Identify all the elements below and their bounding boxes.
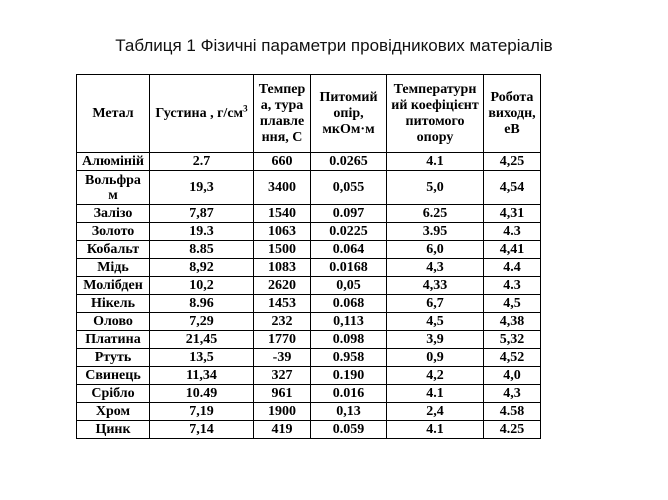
cell-density: 11,34 [150, 367, 254, 385]
table-row [77, 367, 541, 385]
cell-melting-temperature: 232 [254, 313, 311, 331]
cell-temperature-coefficient: 4.1 [387, 421, 484, 439]
cell-resistivity: 0,13 [311, 403, 387, 421]
cell-temperature-coefficient: 2,4 [387, 403, 484, 421]
table-row [77, 349, 541, 367]
table-row [77, 403, 541, 421]
cell-resistivity: 0.0225 [311, 223, 387, 241]
table-row [77, 421, 541, 439]
table-row [77, 277, 541, 295]
cell-work-function: 4.3 [484, 277, 541, 295]
cell-temperature-coefficient: 4,33 [387, 277, 484, 295]
cell-temperature-coefficient: 3,9 [387, 331, 484, 349]
cell-work-function: 5,32 [484, 331, 541, 349]
cell-work-function: 4.58 [484, 403, 541, 421]
cell-metal: Вольфра м [77, 171, 150, 205]
header-resistivity: Питомий опір, мкОм·м [311, 75, 387, 153]
cell-resistivity: 0,113 [311, 313, 387, 331]
cell-metal: Хром [77, 403, 150, 421]
cell-metal: Срібло [77, 385, 150, 403]
cell-resistivity: 0.098 [311, 331, 387, 349]
cell-melting-temperature: 419 [254, 421, 311, 439]
cell-temperature-coefficient: 4,2 [387, 367, 484, 385]
cell-metal: Мідь [77, 259, 150, 277]
cell-resistivity: 0.097 [311, 205, 387, 223]
table-row [77, 223, 541, 241]
table-row [77, 205, 541, 223]
table-row [77, 259, 541, 277]
cell-density: 8.96 [150, 295, 254, 313]
cell-density: 19,3 [150, 171, 254, 205]
cell-metal: Золото [77, 223, 150, 241]
cell-work-function: 4,38 [484, 313, 541, 331]
header-temperature-coefficient: Температурн ий коефіцієнт питомого опору [387, 75, 484, 153]
cell-work-function: 4.25 [484, 421, 541, 439]
cell-density: 19.3 [150, 223, 254, 241]
cell-temperature-coefficient: 4.1 [387, 153, 484, 171]
header-work-function: Робота виходн, еВ [484, 75, 541, 153]
cell-density: 7,29 [150, 313, 254, 331]
cell-resistivity: 0.064 [311, 241, 387, 259]
cell-resistivity: 0.059 [311, 421, 387, 439]
header-metal: Метал [77, 75, 150, 153]
cell-melting-temperature: 1900 [254, 403, 311, 421]
cell-density: 8,92 [150, 259, 254, 277]
cell-metal: Алюміній [77, 153, 150, 171]
table-row [77, 295, 541, 313]
cell-resistivity: 0,05 [311, 277, 387, 295]
cell-resistivity: 0.0265 [311, 153, 387, 171]
cell-melting-temperature: 2620 [254, 277, 311, 295]
cell-work-function: 4.4 [484, 259, 541, 277]
table-row [77, 313, 541, 331]
cell-work-function: 4,52 [484, 349, 541, 367]
physical-parameters-table [76, 74, 541, 439]
cell-metal: Молібден [77, 277, 150, 295]
cell-metal: Залізо [77, 205, 150, 223]
cell-temperature-coefficient: 4,5 [387, 313, 484, 331]
table-caption: Таблиця 1 Фізичні параметри провідникових матеріалів [115, 36, 553, 55]
table-header-row [77, 75, 541, 153]
table-row [77, 153, 541, 171]
header-melting-temperature: Темпер а, тура плавле ння, С [254, 75, 311, 153]
cell-density: 21,45 [150, 331, 254, 349]
cell-temperature-coefficient: 4.1 [387, 385, 484, 403]
cell-metal: Олово [77, 313, 150, 331]
cell-work-function: 4,31 [484, 205, 541, 223]
cell-melting-temperature: 961 [254, 385, 311, 403]
cell-temperature-coefficient: 0,9 [387, 349, 484, 367]
cell-density: 10,2 [150, 277, 254, 295]
cell-resistivity: 0,055 [311, 171, 387, 205]
cell-work-function: 4,3 [484, 385, 541, 403]
cell-density: 7,19 [150, 403, 254, 421]
cell-melting-temperature: 327 [254, 367, 311, 385]
cell-resistivity: 0.190 [311, 367, 387, 385]
cell-melting-temperature: 1063 [254, 223, 311, 241]
cell-melting-temperature: 1770 [254, 331, 311, 349]
cell-metal: Цинк [77, 421, 150, 439]
cell-metal: Платина [77, 331, 150, 349]
cell-melting-temperature: -39 [254, 349, 311, 367]
cell-melting-temperature: 660 [254, 153, 311, 171]
cell-temperature-coefficient: 3.95 [387, 223, 484, 241]
cell-temperature-coefficient: 6,0 [387, 241, 484, 259]
cell-melting-temperature: 1500 [254, 241, 311, 259]
cell-resistivity: 0.0168 [311, 259, 387, 277]
cell-temperature-coefficient: 4,3 [387, 259, 484, 277]
cell-melting-temperature: 3400 [254, 171, 311, 205]
cell-metal: Ртуть [77, 349, 150, 367]
cell-density: 7,87 [150, 205, 254, 223]
cell-metal: Свинець [77, 367, 150, 385]
cell-density: 13,5 [150, 349, 254, 367]
cell-melting-temperature: 1453 [254, 295, 311, 313]
density-superscript: 3 [243, 102, 248, 113]
table-row [77, 331, 541, 349]
cell-melting-temperature: 1540 [254, 205, 311, 223]
cell-density: 10.49 [150, 385, 254, 403]
cell-metal: Нікель [77, 295, 150, 313]
cell-temperature-coefficient: 5,0 [387, 171, 484, 205]
cell-resistivity: 0.016 [311, 385, 387, 403]
cell-work-function: 4,41 [484, 241, 541, 259]
header-density: Густина , $г/см^3$ [150, 75, 254, 153]
cell-melting-temperature: 1083 [254, 259, 311, 277]
cell-density: 7,14 [150, 421, 254, 439]
table-row [77, 385, 541, 403]
cell-work-function: 4.3 [484, 223, 541, 241]
cell-metal: Кобальт [77, 241, 150, 259]
table-row [77, 171, 541, 205]
table-body [77, 153, 541, 439]
cell-work-function: 4,25 [484, 153, 541, 171]
cell-work-function: 4,54 [484, 171, 541, 205]
cell-work-function: 4,0 [484, 367, 541, 385]
cell-work-function: 4,5 [484, 295, 541, 313]
cell-density: 8.85 [150, 241, 254, 259]
table-row [77, 241, 541, 259]
cell-density: 2.7 [150, 153, 254, 171]
cell-resistivity: 0.068 [311, 295, 387, 313]
cell-temperature-coefficient: 6.25 [387, 205, 484, 223]
cell-temperature-coefficient: 6,7 [387, 295, 484, 313]
cell-resistivity: 0.958 [311, 349, 387, 367]
